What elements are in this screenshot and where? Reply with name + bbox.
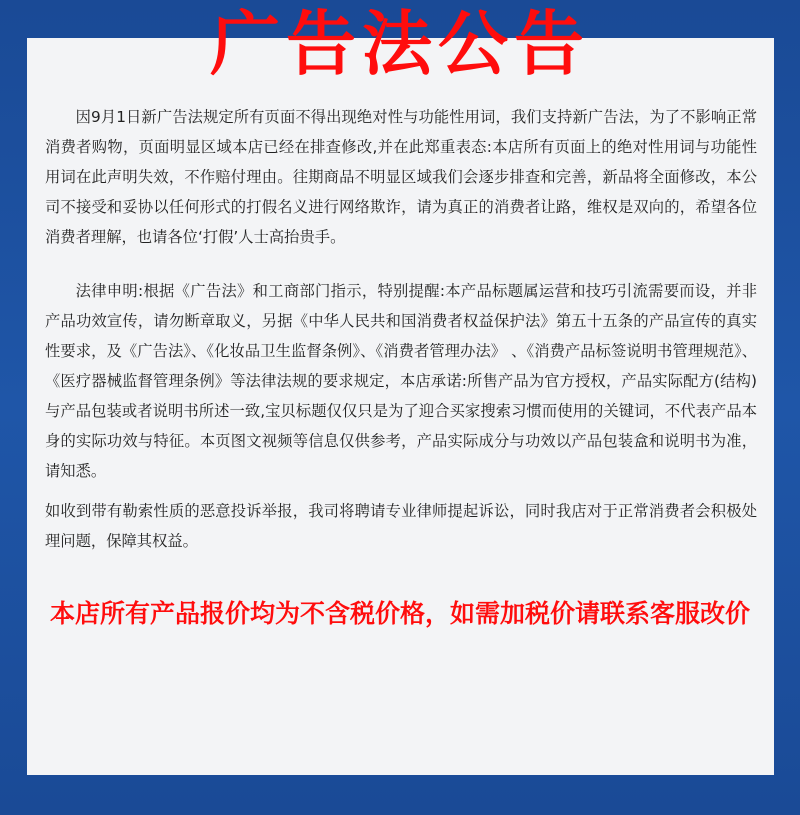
page-title: 广告法公告 [210,3,590,85]
legal-declaration-paragraph: 法律申明:根据《广告法》和工商部门指示，特别提醒:本产品标题属运营和技巧引流需要而设，并非产品功效宣传，请勿断章取义，另据《中华人民共和国消费者权益保护法》第五十五条的产品宣传的真实性要求，及《广告法》、《化妆品卫生监督条例》、《消费者管理办法》 、《消费产品标签说明书管理规范》、《医疗器械监督管理条例》等法律法规的要求规定，本店承诺:所售产品为官方授权，产品实际配方(结构)与产品包装或者说明书所述一致,宝贝标题仅仅只是为了迎合买家搜索习惯而使用的关键词，不代表产品本身的实际功效与特征。本页图文视频等信息仅供参考，产品实际成分与功效以产品包装盒和说明书为准，请知悉。 [45,282,757,480]
statement-paragraph: 因9月1日新广告法规定所有页面不得出现绝对性与功能性用词，我们支持新广告法，为了不影响正常消费者购物，页面明显区域本店已经在排查修改,并在此郑重表态:本店所有页面上的绝对性用词与功能性用词在此声明失效，不作赔付理由。往期商品不明显区域我们会逐步排查和完善，新品将全面修改，本公司不接受和妥协以任何形式的打假名义进行网络欺诈，请为真正的消费者让路，维权是双向的，希望各位消费者理解，也请各位‘打假’人士高抬贵手。 [45,108,757,246]
tax-price-notice: 本店所有产品报价均为不含税价格，如需加税价请联系客服改价 [49,599,750,628]
complaint-paragraph: 如收到带有勒索性质的恶意投诉举报，我司将聘请专业律师提起诉讼，同时我店对于正常消费者会积极处理问题，保障其权益。 [45,502,757,550]
